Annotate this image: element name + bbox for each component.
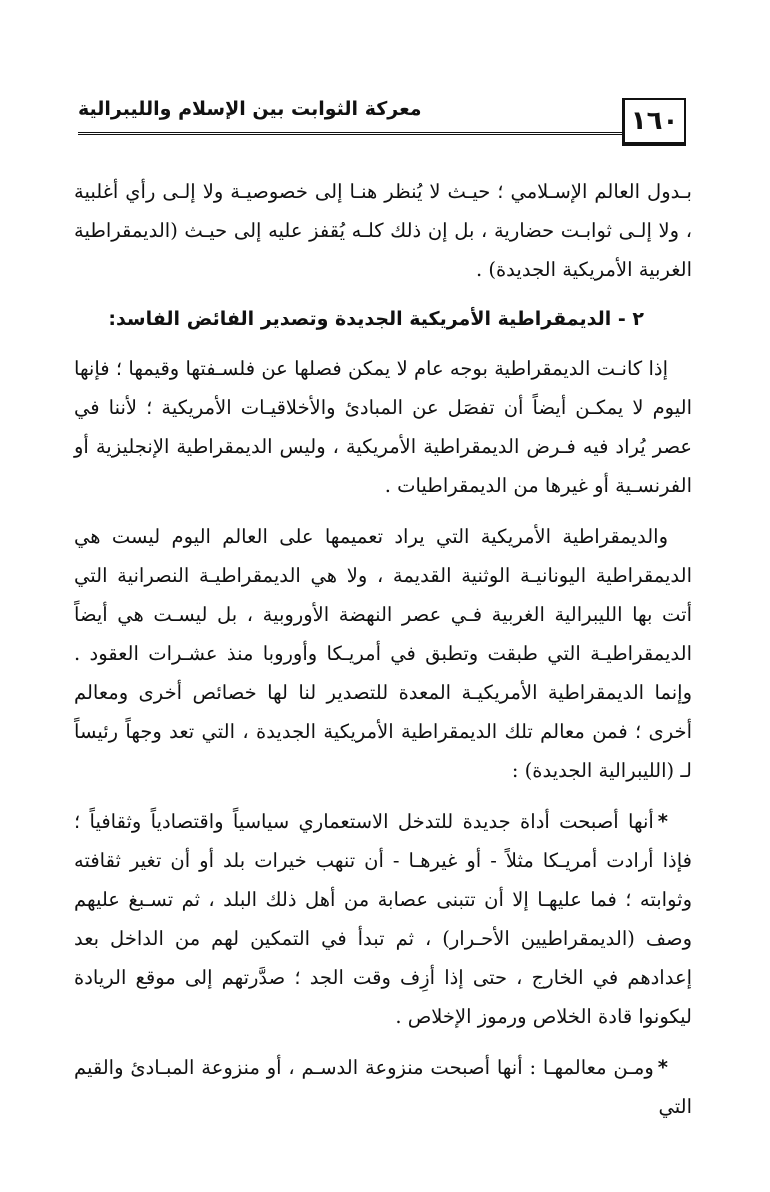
bullet-text: ومـن معالمهـا : أنها أصبحت منزوعة الدسـم ، أو منزوعة المبـادئ والقيم التي <box>74 1056 692 1118</box>
running-title: معركة الثوابت بين الإسلام والليبرالية <box>78 98 422 120</box>
asterisk-bullet: * <box>657 1056 668 1079</box>
paragraph: والديمقراطية الأمريكية التي يراد تعميمها على العالم اليوم ليست هي الديمقراطية اليونانيـة الوثنية القديمة ، ولا هي الديمقراطيـة النصرانية التي أتت بها الليبرالية الغربية فـي عصر النهضة الأوروبية ، بل ليسـت هي أيضاً الديمقراطيـة التي طبقت وتطبق في أمريـكا وأوروبا منذ عشـرات العقود . وإنما الديمقراطية الأمريكيـة المعدة للتصدير لنا لها خصائص أخرى ومعالم أخرى ؛ فمن معالم تلك الديمقراطية الأمريكية الجديدة ، التي تعد وجهاً رئيساً لـ (الليبرالية الجديدة) : <box>74 525 692 782</box>
asterisk-bullet: * <box>657 810 668 833</box>
section-heading: ٢ - الديمقراطية الأمريكية الجديدة وتصدير الفائض الفاسد: <box>108 308 644 330</box>
paragraph-continued: بـدول العالم الإسـلامي ؛ حيـث لا يُنظر هنـا إلى خصوصيـة ولا إلـى رأي أغلبية ، ولا إلـى ثوابـت حضارية ، بل إن ذلك كلـه يُقفز عليه إلى حيـث (الديمقراطية الغربية الأمريكية الجديدة) . <box>74 180 692 281</box>
page-body <box>74 172 692 1126</box>
bullet-paragraph <box>74 1048 692 1126</box>
header-rule <box>78 132 622 135</box>
paragraph: إذا كانـت الديمقراطية بوجه عام لا يمكن فصلها عن فلسـفتها وقيمها ؛ فإنها اليوم لا يمكـن أيضاً أن تفصَل عن المبادئ والأخلاقيـات الأمريكية ؛ لأننا في عصر يُراد فيه فـرض الديمقراطية الأمريكية ، وليس الديمقراطية الإنجليزية أو الفرنسـية أو غيرها من الديمقراطيات . <box>74 357 692 497</box>
bullet-text: أنها أصبحت أداة جديدة للتدخل الاستعماري سياسياً واقتصادياً وثقافياً ؛ فإذا أرادت أمريـكا مثلاً - أو غيرهـا - أن تنهب خيرات بلد أو أن تغير ثقافته وثوابته ؛ فما عليهـا إلا أن تتبنى عصابة من أهل ذلك البلد ، ثم تسـبغ عليهم وصف (الديمقراطيين الأحـرار) ، ثم تبدأ في التمكين لهم من الداخل بعد إعدادهم في الخارج ، حتى إذا أزِف وقت الجد ؛ صدَّرتهم إلى موقع الريادة ليكونوا قادة الخلاص ورموز الإخلاص . <box>74 810 692 1028</box>
bullet-paragraph <box>74 802 692 1036</box>
page-number: ١٦٠ <box>622 98 686 146</box>
page-header <box>78 96 686 152</box>
